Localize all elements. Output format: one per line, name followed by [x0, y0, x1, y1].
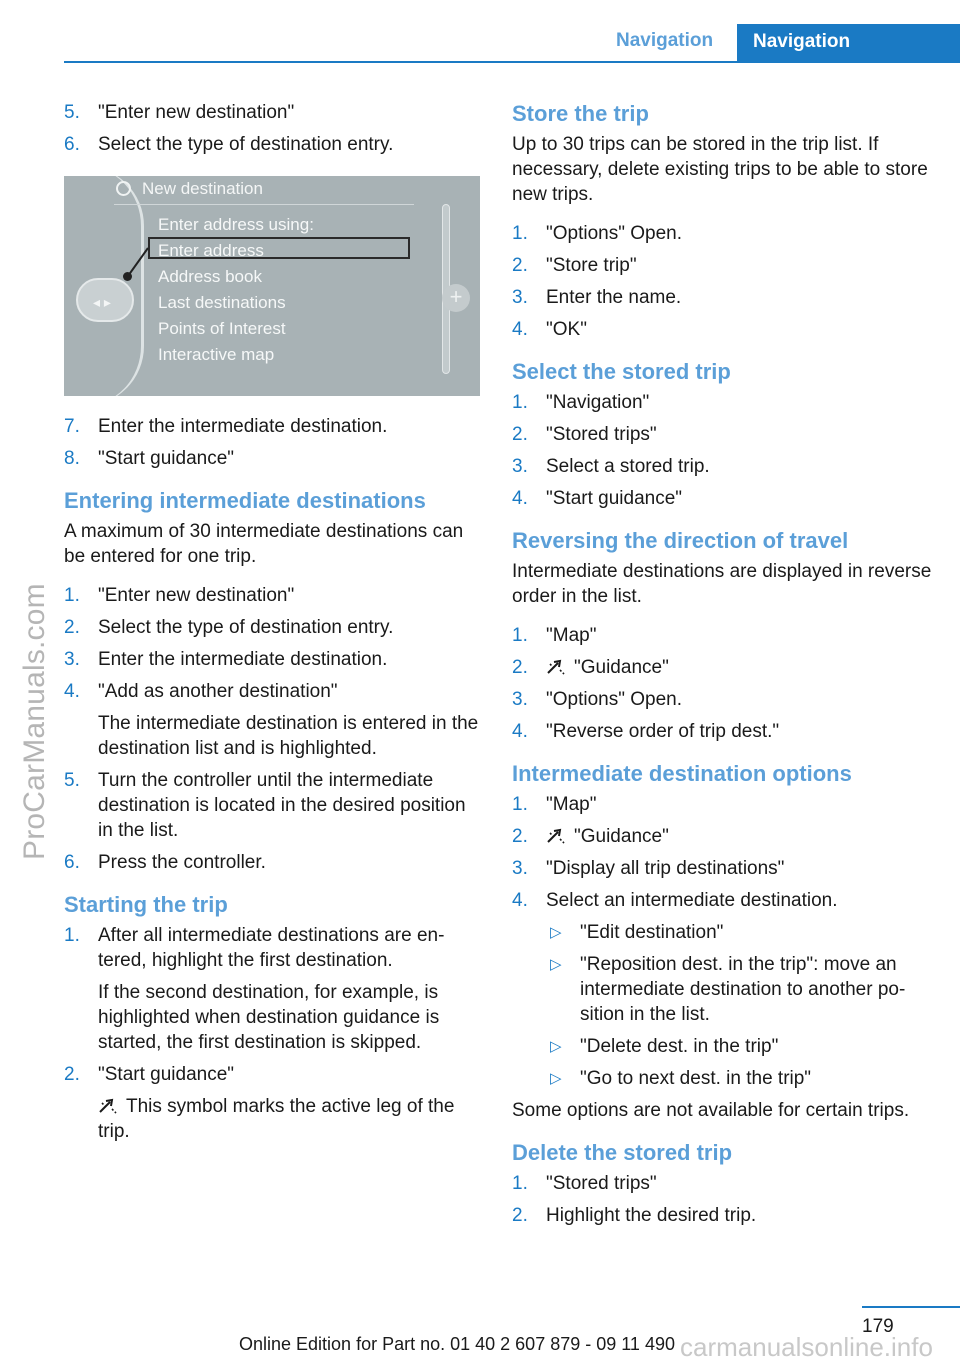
step-note: The intermediate destination is entered in the destination list and is highlighted. [98, 713, 479, 759]
list-item [512, 792, 942, 817]
list-item [64, 132, 482, 157]
step-text: "Options" Open. [546, 223, 683, 244]
step-text: Select the type of destination entry. [98, 134, 394, 155]
list-item [512, 888, 942, 913]
step-number: 5. [64, 102, 80, 123]
list-item [64, 583, 482, 608]
list-item [512, 486, 942, 511]
step-text-with-icon [546, 655, 942, 680]
step-text: "Start guidance" [546, 488, 683, 509]
list-item [512, 221, 942, 246]
step-number: 4. [512, 721, 528, 742]
paragraph: Some options are not available for certain trips. [512, 1100, 910, 1121]
step-number: 8. [64, 448, 80, 469]
step-number: 2. [512, 424, 528, 445]
step-note [98, 1094, 482, 1144]
step-text: "Start guidance" [98, 1064, 235, 1085]
list-item [512, 719, 942, 744]
step-text: "Map" [546, 625, 597, 646]
step-text: Press the controller. [98, 852, 266, 873]
step-note: If the second destination, for example, is highlighted when destination guidance is started, the first destination is skipped. [98, 982, 440, 1053]
list-item [512, 422, 942, 447]
step-number: 1. [512, 223, 528, 244]
section-heading: Starting the trip [64, 892, 228, 917]
step-number: 3. [512, 456, 528, 477]
paragraph: Up to 30 trips can be stored in the trip list. If necessary, delete existing trips to be able to store new trips. [512, 134, 928, 205]
sub-list-item [546, 952, 942, 1027]
step-number: 2. [64, 1064, 80, 1085]
sub-list-item [546, 1066, 942, 1091]
step-text: Turn the controller until the intermediate destination is located in the desired position in the list. [98, 770, 466, 841]
screen-menu-item: Enter address [158, 241, 264, 260]
step-number: 7. [64, 416, 80, 437]
step-text: Enter the name. [546, 287, 682, 308]
step-number: 1. [512, 1173, 528, 1194]
step-number: 2. [64, 617, 80, 638]
active-leg-arrow-icon [546, 826, 568, 844]
step-text: "Store trip" [546, 255, 637, 276]
list-item [512, 687, 942, 712]
screen-title: New destination [142, 179, 263, 198]
list-item [512, 285, 942, 310]
side-watermark [14, 530, 54, 870]
step-text: "Start guidance" [98, 448, 235, 469]
plus-icon: + [442, 284, 470, 312]
list-item [64, 679, 482, 704]
step-text: "Enter new destination" [98, 585, 295, 606]
controller-arrows-icon: ◂ ▸ [93, 294, 111, 310]
sub-list-item [546, 920, 942, 945]
header-rule [64, 61, 960, 63]
step-text: Enter the intermediate destination. [98, 649, 388, 670]
header-section-label: Navigation [616, 30, 714, 51]
list-item [512, 1171, 942, 1196]
list-item [512, 1203, 942, 1228]
step-number: 6. [64, 852, 80, 873]
list-item [64, 1062, 482, 1087]
list-item [64, 850, 482, 875]
left-column [64, 100, 482, 1151]
step-number: 4. [512, 890, 528, 911]
list-item [512, 317, 942, 342]
screen-menu-item: Points of Interest [158, 319, 286, 338]
list-item [512, 824, 942, 849]
step-text: "Options" Open. [546, 689, 683, 710]
step-text: "Guidance" [574, 657, 669, 678]
section-heading: Reversing the direction of travel [512, 528, 849, 553]
step-text: Select an intermediate destination. [546, 890, 838, 911]
list-item [64, 923, 482, 973]
sub-item-text: "Delete dest. in the trip" [580, 1036, 779, 1057]
step-number: 2. [512, 255, 528, 276]
list-item [64, 100, 482, 125]
active-leg-arrow-icon [546, 657, 568, 675]
step-number: 3. [512, 858, 528, 879]
step-number: 5. [64, 770, 80, 791]
step-text: "Add as another destination" [98, 681, 338, 702]
step-number: 4. [64, 681, 80, 702]
step-note-text: This symbol marks the active leg of the trip. [98, 1096, 455, 1142]
pointer-line [64, 176, 480, 396]
list-item [512, 856, 942, 881]
step-number: 1. [512, 625, 528, 646]
step-text: After all intermediate destinations are entered, highlight the first destination. [98, 925, 445, 971]
step-number: 6. [64, 134, 80, 155]
screen-menu-item: Last destinations [158, 293, 286, 312]
section-heading: Intermediate destination options [512, 761, 852, 786]
section-heading: Delete the stored trip [512, 1140, 733, 1165]
bullet-triangle-icon: ▷ [550, 956, 562, 973]
step-text: "OK" [546, 319, 587, 340]
header-active-tab: Navigation [737, 24, 960, 61]
step-number: 1. [64, 585, 80, 606]
step-text-with-icon [546, 824, 942, 849]
paragraph: Intermediate destinations are displayed in reverse order in the list. [512, 561, 932, 607]
step-text: Select a stored trip. [546, 456, 710, 477]
edition-text: Online Edition for Part no. 01 40 2 607 879 - 09 11 490 [239, 1334, 675, 1354]
right-column [512, 100, 942, 1235]
step-number: 2. [512, 1205, 528, 1226]
pointer-dot [123, 272, 132, 281]
sub-list-item [546, 1034, 942, 1059]
step-text: Highlight the desired trip. [546, 1205, 757, 1226]
idrive-screen-image [64, 176, 480, 396]
footer-watermark: carmanualsonline.info [680, 1332, 933, 1362]
step-number: 1. [64, 925, 80, 946]
footer-rule [862, 1306, 960, 1308]
list-item [512, 655, 942, 680]
list-item [512, 390, 942, 415]
paragraph: A maximum of 30 intermediate destinations can be entered for one trip. [64, 521, 464, 567]
step-number: 1. [512, 392, 528, 413]
list-item [64, 768, 482, 843]
step-number: 3. [64, 649, 80, 670]
step-number: 2. [512, 826, 528, 847]
screen-menu-item: Address book [158, 267, 262, 286]
list-item [64, 615, 482, 640]
side-watermark-text: ProCarManuals.com [18, 583, 51, 860]
list-item [64, 446, 482, 471]
list-item [512, 253, 942, 278]
step-text: "Navigation" [546, 392, 650, 413]
step-number: 2. [512, 657, 528, 678]
sub-item-text: "Go to next dest. in the trip" [580, 1068, 812, 1089]
screen-menu-item: Interactive map [158, 345, 275, 364]
section-heading: Select the stored trip [512, 359, 731, 384]
step-number: 4. [512, 319, 528, 340]
sub-item-text: "Reposition dest. in the trip": move an intermediate destination to another position in the list. [580, 954, 906, 1025]
section-heading: Store the trip [512, 101, 649, 126]
step-text: "Reverse order of trip dest." [546, 721, 780, 742]
bullet-triangle-icon: ▷ [550, 924, 562, 941]
bullet-triangle-icon: ▷ [550, 1070, 562, 1087]
screen-menu-heading: Enter address using: [158, 215, 314, 234]
list-item [512, 623, 942, 648]
section-heading: Entering intermediate destinations [64, 488, 426, 513]
page-number: 179 [862, 1316, 894, 1337]
sub-item-text: "Edit destination" [580, 922, 724, 943]
step-text: "Stored trips" [546, 1173, 657, 1194]
step-text: "Stored trips" [546, 424, 657, 445]
step-number: 3. [512, 689, 528, 710]
step-text: Select the type of destination entry. [98, 617, 394, 638]
step-text: "Enter new destination" [98, 102, 295, 123]
step-number: 4. [512, 488, 528, 509]
step-number: 3. [512, 287, 528, 308]
bullet-triangle-icon: ▷ [550, 1038, 562, 1055]
list-item [64, 647, 482, 672]
list-item [512, 454, 942, 479]
step-text: Enter the intermediate destination. [98, 416, 388, 437]
step-text: "Guidance" [574, 826, 669, 847]
step-text: "Map" [546, 794, 597, 815]
step-number: 1. [512, 794, 528, 815]
list-item [64, 414, 482, 439]
step-text: "Display all trip destinations" [546, 858, 785, 879]
active-leg-arrow-icon [98, 1096, 120, 1114]
